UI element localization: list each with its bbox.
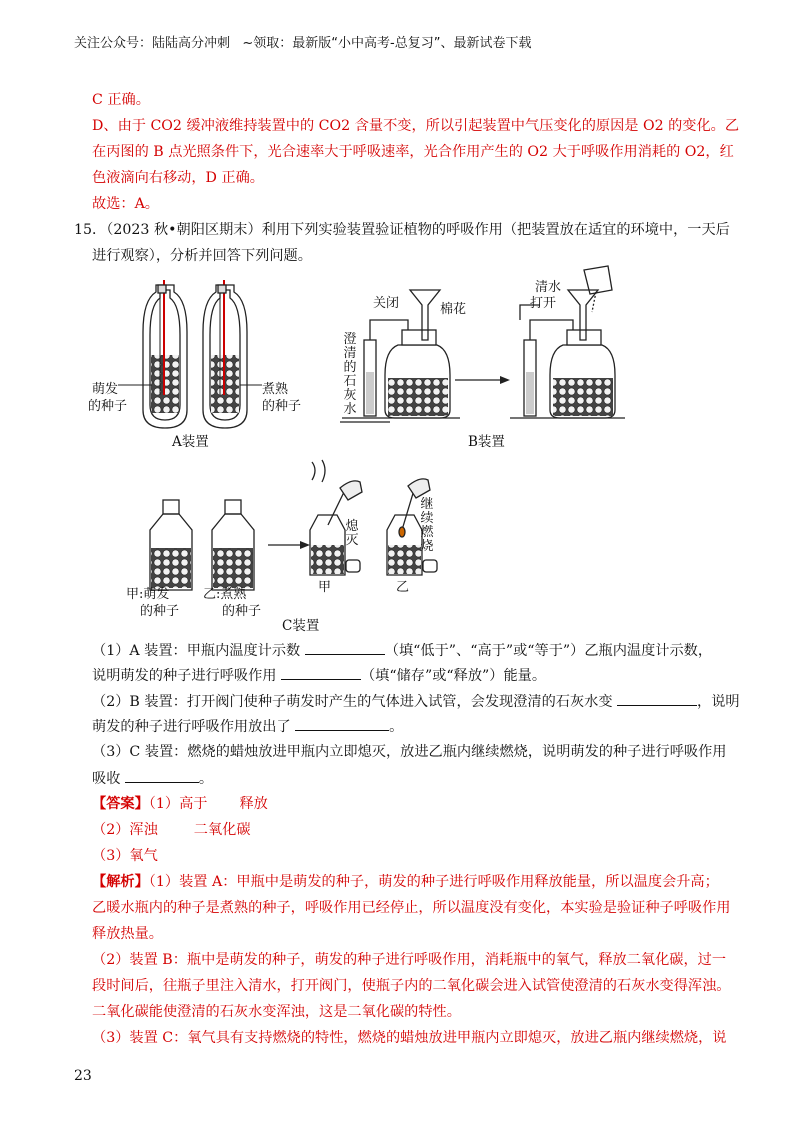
c-bottle-jia xyxy=(150,500,192,590)
c-jia-label-2: 的种子 xyxy=(140,604,180,619)
b-limewater-label: 澄清的石灰水 xyxy=(343,332,357,417)
q1-line2: 说明萌发的种子进行呼吸作用 （填“储存”或“释放”）能量。 xyxy=(92,665,546,686)
b-water: 清水 xyxy=(535,280,562,295)
b-valve-closed: 关闭 xyxy=(373,296,400,311)
q15-line1: 15．（2023 秋•朝阳区期末）利用下列实验装置验证植物的呼吸作用（把装置放在适宜的环境中，一天后 xyxy=(74,222,730,238)
c-yi: 乙 xyxy=(396,580,410,595)
q3-blank-1[interactable] xyxy=(125,768,199,783)
page-number: 23 xyxy=(74,1068,92,1084)
analysis-line1: 【解析】（1）装置 A：甲瓶中是萌发的种子，萌发的种子进行呼吸作用释放能量，所以温度会升高； xyxy=(92,874,719,890)
b-cotton: 棉花 xyxy=(440,302,467,317)
answer-line1: 【答案】（1）高于 释放 xyxy=(92,796,268,812)
q1-blank-2[interactable] xyxy=(281,665,361,680)
a-right-label-1: 煮熟 xyxy=(262,382,289,397)
analysis-line7: （3）装置 C：氧气具有支持燃烧的特性，燃烧的蜡烛放进甲瓶内立即熄灭，放进乙瓶内继续燃烧，说 xyxy=(92,1030,727,1046)
page-header: 关注公众号：陆陆高分冲刺 ~领取：最新版“小中高考-总复习”、最新试卷下载 xyxy=(74,36,532,51)
c-yi-label-1: 乙:煮熟 xyxy=(203,587,247,602)
prev-d-line2: 在丙图的 B 点光照条件下，光合速率大于呼吸速率，光合作用产生的 O2 大于呼吸作用消耗的 O2，红 xyxy=(92,144,734,160)
c-jia: 甲 xyxy=(318,580,332,595)
c-jia-label-1: 甲:萌发 xyxy=(126,587,170,602)
prev-d-line3: 色液滴向右移动，D 正确。 xyxy=(92,170,264,186)
a-flask-left xyxy=(143,280,187,428)
analysis-line5: 段时间后，往瓶子里注入清水，打开阀门，使瓶子内的二氧化碳会进入试管使澄清的石灰水变得浑浊。 xyxy=(92,978,731,994)
q2-line2: 萌发的种子进行呼吸作用放出了 。 xyxy=(92,716,403,737)
c-bottle-yi xyxy=(212,500,254,590)
q3-line1: （3）C 装置：燃烧的蜡烛放进甲瓶内立即熄灭，放进乙瓶内继续燃烧，说明萌发的种子进行呼吸作用 xyxy=(92,744,727,760)
c-keep-burning-label: 继续燃烧 xyxy=(420,497,434,554)
a-right-label-2: 的种子 xyxy=(262,399,302,414)
b-caption: B装置 xyxy=(468,434,505,450)
prev-d-line1: D、由于 CO2 缓冲液维持装置中的 CO2 含量不变，所以引起装置中气压变化的原因是 O2 的变化。乙 xyxy=(92,118,740,134)
q1-line1: （1）A 装置：甲瓶内温度计示数 （填“低于”、“高于”或“等于”）乙瓶内温度计示数， xyxy=(92,640,712,661)
b-setup-right xyxy=(510,266,625,418)
prev-choice: 故选：A。 xyxy=(92,196,159,212)
answer-line2: （2）浑浊 二氧化碳 xyxy=(92,822,251,838)
b-valve-open: 打开 xyxy=(530,296,557,311)
analysis-line4: （2）装置 B：瓶中是萌发的种子，萌发的种子进行呼吸作用，消耗瓶中的氧气，释放二氧化碳，过一 xyxy=(92,952,727,968)
c-caption: C装置 xyxy=(282,618,320,634)
a-left-label-1: 萌发 xyxy=(92,382,119,397)
a-left-label-2: 的种子 xyxy=(88,399,128,414)
analysis-line2: 乙暖水瓶内的种子是煮熟的种子，呼吸作用已经停止，所以温度没有变化，本实验是验证种子呼吸作用 xyxy=(92,900,731,916)
analysis-line6: 二氧化碳能使澄清的石灰水变浑浊，这是二氧化碳的特性。 xyxy=(92,1004,461,1020)
q2-blank-2[interactable] xyxy=(295,716,389,731)
q1-blank-1[interactable] xyxy=(305,640,385,655)
q15-line2: 进行观察），分析并回答下列问题。 xyxy=(92,248,312,264)
a-caption: A装置 xyxy=(172,434,209,450)
q2-blank-1[interactable] xyxy=(617,691,697,706)
prev-c: C 正确。 xyxy=(92,92,150,108)
a-flask-right xyxy=(203,280,247,428)
q3-line2: 吸收 。 xyxy=(92,768,213,789)
c-extinguish-label: 熄灭 xyxy=(345,519,359,548)
q2-line1: （2）B 装置：打开阀门使种子萌发时产生的气体进入试管，会发现澄清的石灰水变 ，说明 xyxy=(92,691,740,712)
answer-line3: （3）氧气 xyxy=(92,848,158,864)
c-bottle-jia-candle xyxy=(310,460,362,575)
c-yi-label-2: 的种子 xyxy=(222,604,262,619)
analysis-line3: 释放热量。 xyxy=(92,926,163,942)
